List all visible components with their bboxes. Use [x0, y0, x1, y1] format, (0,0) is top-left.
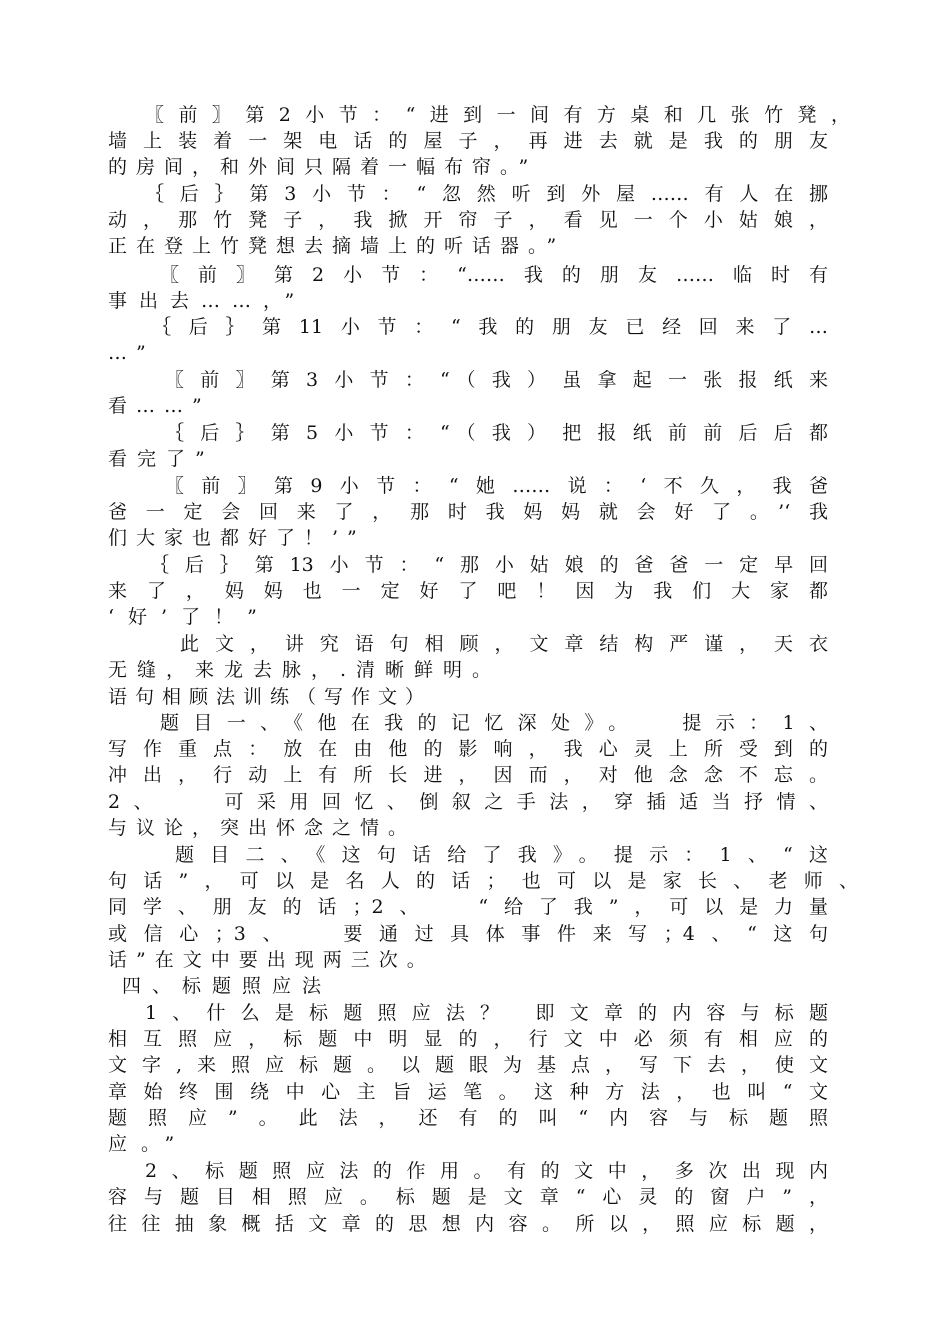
text-line: ｛后｝第5小节：“（我）把报纸前前后后都 [165, 422, 828, 444]
text-line: 句话”，可以是名人的话；也可以是家长、老师、 [108, 870, 858, 892]
text-line: 〖前〗第9小节：“她……说：‘不久，我爸 [165, 475, 828, 497]
text-line: ｛后｝第11小节：“我的朋友已经回来了… [152, 316, 828, 338]
text-line: 爸一定会回来了，那时我妈妈就会好了。’‘我 [108, 501, 828, 523]
text-line: 与议论，突出怀念之情。 [108, 817, 417, 839]
text-line: 冲出，行动上有所长进，因而，对他念念不忘。 [108, 764, 828, 786]
text-line: 同学、朋友的话；2、 “给了我”，可以是力量 [108, 896, 828, 918]
text-line: ‘好’了！” [108, 606, 271, 628]
text-line: 应。” [108, 1133, 189, 1155]
text-line: 题目一、《他在我的记忆深处》。 提示：1、 [160, 712, 828, 734]
text-line: 动，那竹凳子，我掀开帘子，看见一个小姑娘， [108, 209, 828, 231]
text-line: 看完了” [108, 448, 215, 470]
text-line: 事出去……，” [108, 290, 307, 312]
text-line: 1、什么是标题照应法？ 即文章的内容与标题 [145, 1002, 828, 1024]
text-line: 往往抽象概括文章的思想内容。所以，照应标题， [108, 1213, 828, 1235]
text-line: 题照应”。此法，还有的叫“内容与标题照 [108, 1107, 828, 1129]
text-line: 来了，妈妈也一定好了吧！因为我们大家都 [108, 580, 828, 602]
text-line: 章始终围绕中心主旨运笔。这种方法，也叫“文 [108, 1081, 828, 1103]
text-line: 墙上装着一架电话的屋子，再进去就是我的朋友 [108, 130, 828, 152]
text-line: 写作重点：放在由他的影响，我心灵上所受到的 [108, 738, 828, 760]
text-line: ｛后｝第3小节：“忽然听到外屋……有人在挪 [145, 183, 828, 205]
text-line: …” [108, 342, 155, 364]
text-line: 〖前〗第3小节：“（我）虽拿起一张报纸来 [165, 369, 828, 391]
text-line: 容与题目相照应。标题是文章“心灵的窗户”， [108, 1186, 828, 1208]
text-line: 文字,来照应标题。以题眼为基点，写下去，使文 [108, 1054, 828, 1076]
text-line: 2、 可采用回忆、倒叙之手法，穿插适当抒情、 [108, 791, 828, 813]
text-line: 话”在文中要出现两三次。 [108, 949, 435, 971]
text-line: 正在登上竹凳想去摘墙上的听话器。” [108, 235, 566, 257]
text-line: 看……” [108, 395, 211, 417]
section-heading: 四、标题照应法 [122, 975, 333, 997]
text-line: 的房间，和外间只隔着一幅布帘。” [108, 156, 538, 178]
text-line: 此文，讲究语句相顾，文章结构严谨，天衣 [180, 633, 828, 655]
text-line: 〖前〗第2小节：“进到一间有方桌和几张竹凳， [145, 104, 850, 126]
text-line: 相互照应，标题中明显的，行文中必须有相应的 [108, 1028, 828, 1050]
text-line: 2、标题照应法的作用。有的文中，多次出现内 [145, 1160, 828, 1182]
text-line: 们大家也都好了！’” [108, 527, 366, 549]
text-line: 或信心；3、 要通过具体事件来写；4、“这句 [108, 923, 828, 945]
text-line: 〖前〗第2小节：“……我的朋友……临时有 [160, 264, 828, 286]
text-line: 无缝，来龙去脉，.清晰鲜明。 [108, 659, 502, 681]
text-line: ｛后｝第13小节：“那小姑娘的爸爸一定早回 [150, 554, 828, 576]
section-heading: 语句相顾法训练（写作文） [108, 686, 433, 708]
text-line: 题目二、《这句话给了我》。提示：1、“这 [175, 844, 828, 866]
